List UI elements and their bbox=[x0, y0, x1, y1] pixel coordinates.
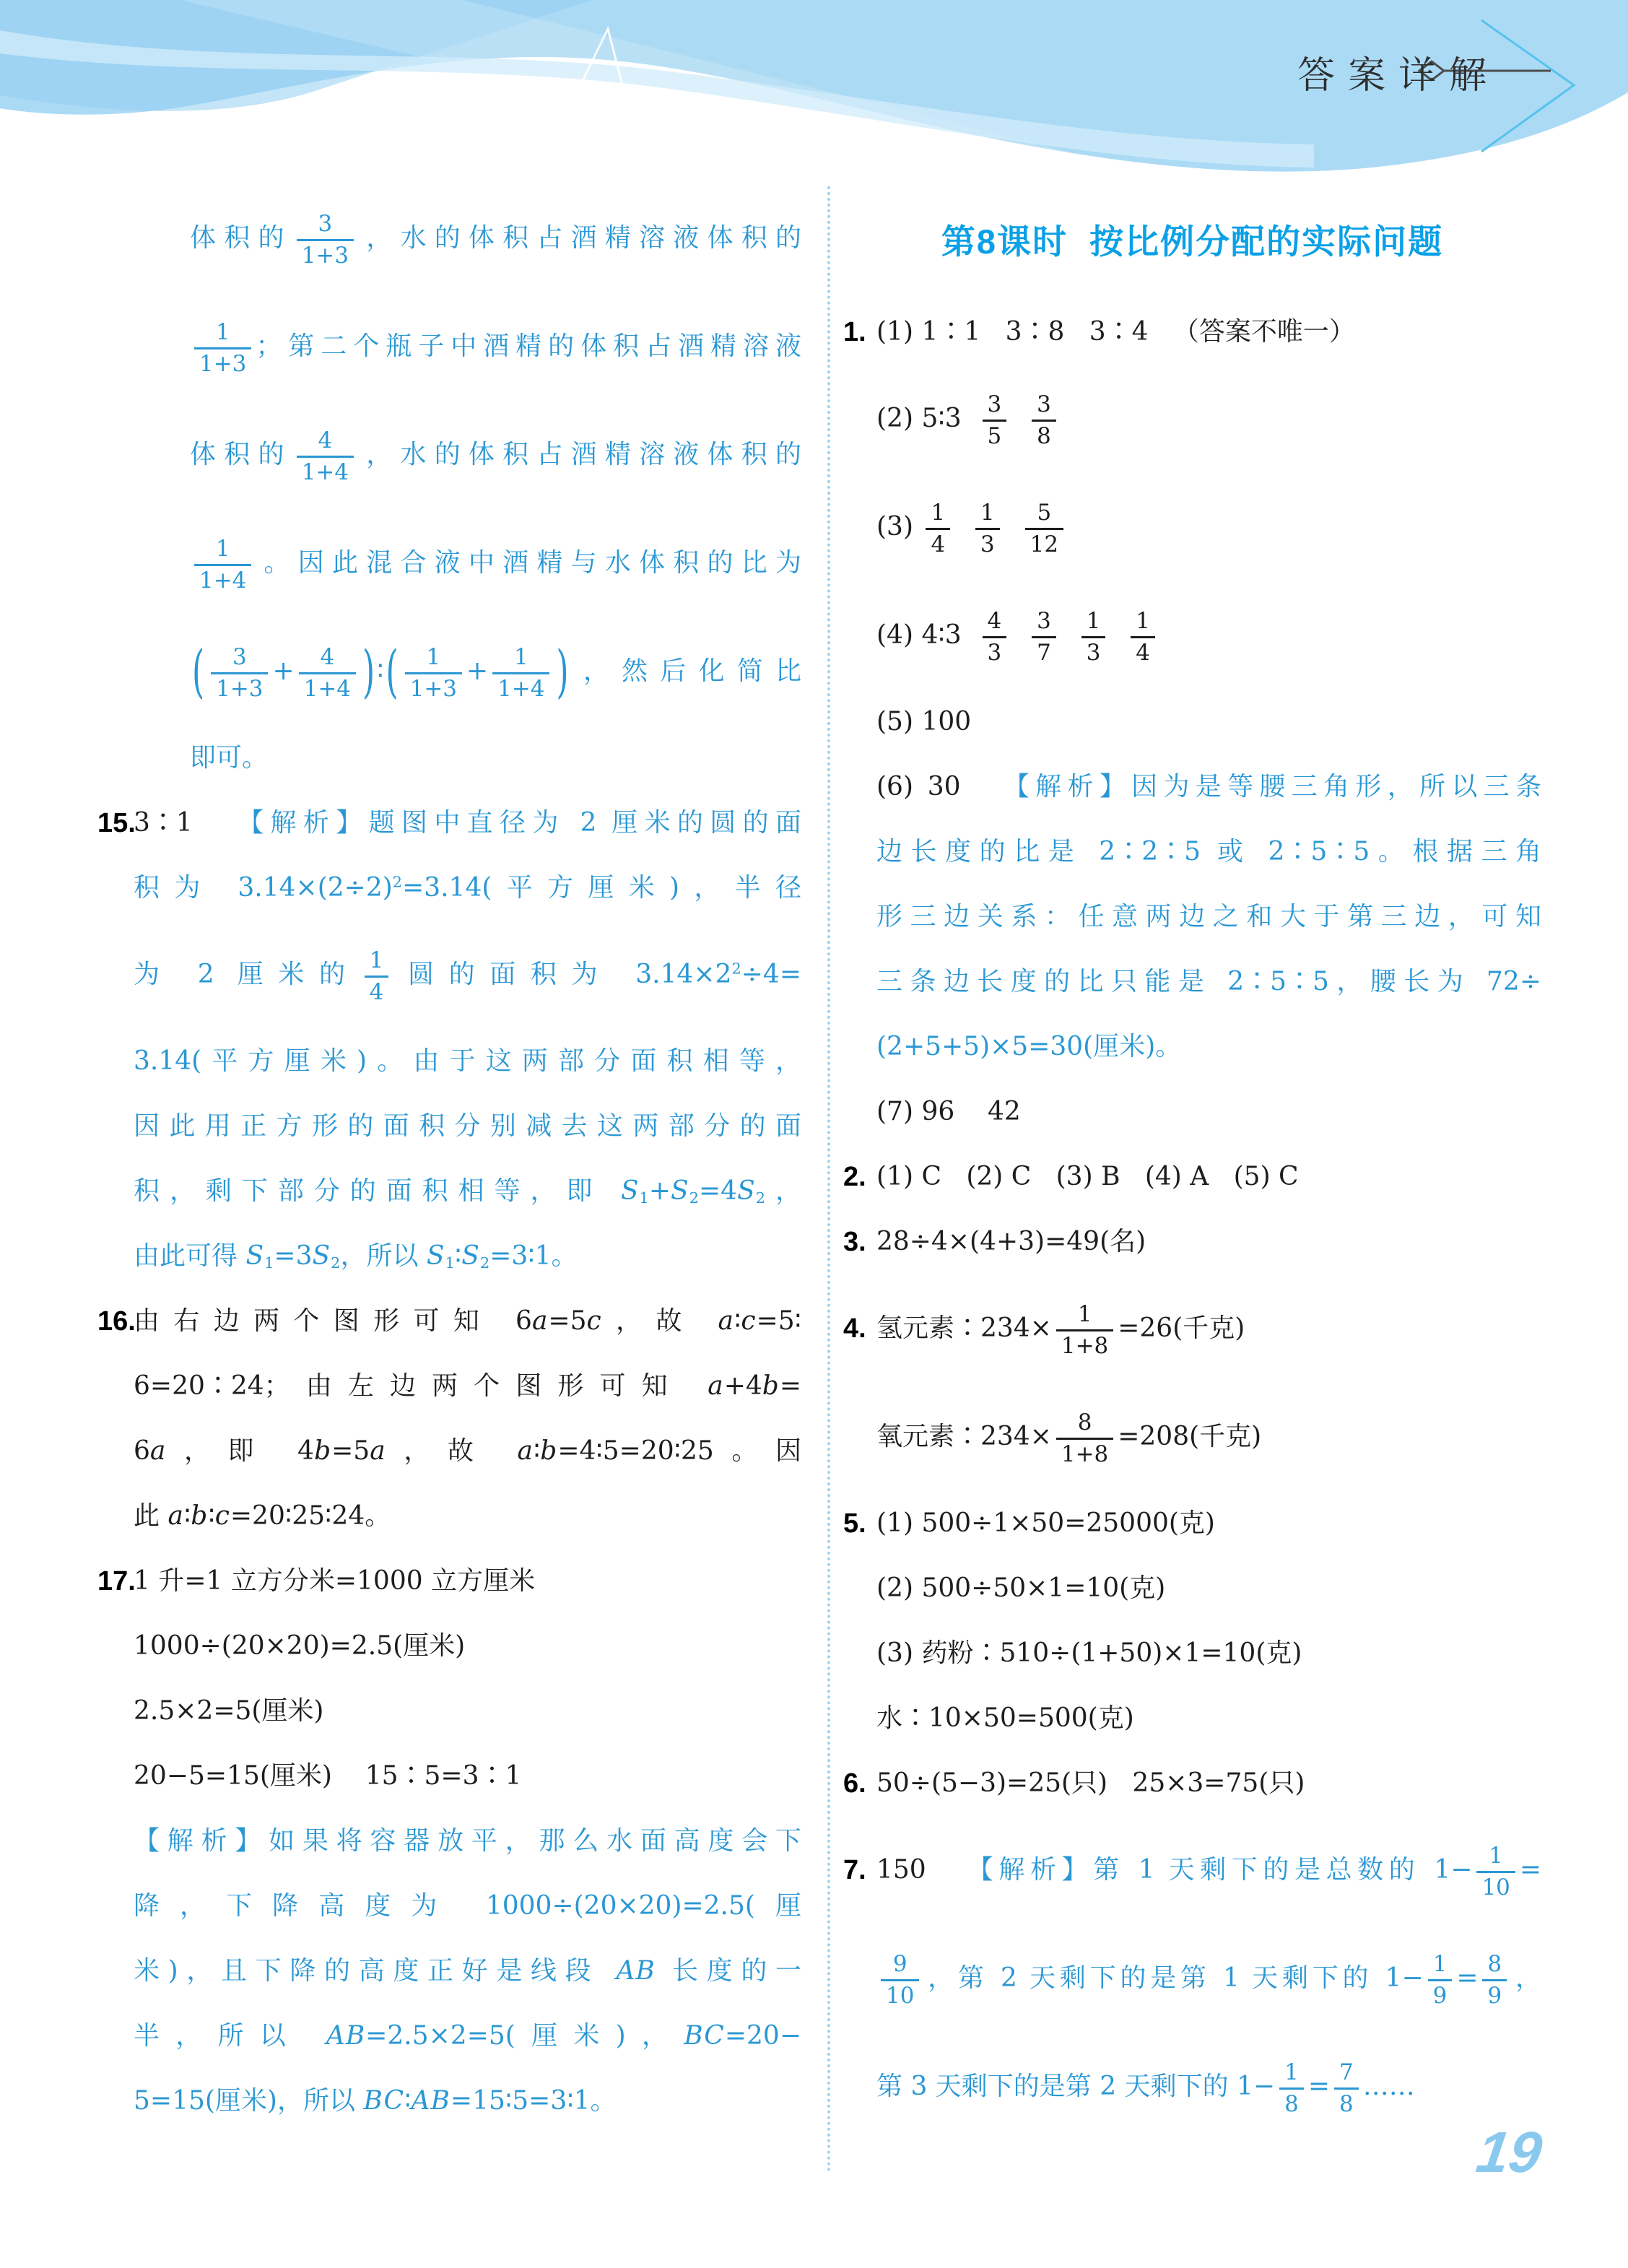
text-line bbox=[97, 1354, 801, 1419]
fraction-denominator: 1+3 bbox=[405, 672, 462, 703]
text-run bbox=[1061, 620, 1077, 650]
fraction-denominator: 10 bbox=[881, 1979, 919, 2010]
fraction-numerator: 1 bbox=[426, 643, 441, 670]
text-run: 积，剩下部分的面积相等，即 bbox=[134, 1176, 621, 1206]
math-variable: S bbox=[461, 1241, 480, 1271]
text-line bbox=[97, 2069, 801, 2134]
text-run: 体积的 bbox=[190, 440, 292, 469]
fraction-numerator: 1 bbox=[215, 318, 230, 345]
fraction-numerator: 1 bbox=[513, 643, 528, 670]
fraction bbox=[1482, 1950, 1507, 2010]
fraction-denominator: 3 bbox=[983, 636, 1007, 667]
math-variable: AB bbox=[616, 1956, 656, 1986]
fraction-numerator: 1 bbox=[931, 499, 946, 526]
text-line bbox=[843, 1621, 1541, 1686]
fraction-numerator: 3 bbox=[1037, 391, 1051, 417]
text-line bbox=[843, 755, 1541, 820]
text-line bbox=[97, 1094, 801, 1159]
text-run: =15∶5=3∶1。 bbox=[450, 2086, 617, 2116]
fraction-numerator: 4 bbox=[320, 643, 335, 670]
text-line bbox=[97, 921, 801, 1029]
fraction-denominator: 1+8 bbox=[1056, 1329, 1113, 1360]
text-run bbox=[1011, 620, 1027, 650]
text-line bbox=[843, 1274, 1541, 1383]
fraction bbox=[365, 947, 389, 1006]
fraction bbox=[983, 607, 1007, 666]
fraction-numerator: 3 bbox=[1037, 607, 1051, 634]
superscript: 2 bbox=[392, 873, 403, 891]
fraction-numerator: 3 bbox=[318, 210, 333, 237]
text-line bbox=[97, 184, 801, 292]
text-run: =208(千克) bbox=[1118, 1422, 1262, 1451]
fraction bbox=[983, 391, 1007, 450]
fraction bbox=[297, 427, 354, 486]
fraction-denominator: 9 bbox=[1482, 1979, 1507, 2010]
fraction-denominator: 5 bbox=[983, 420, 1007, 451]
text-line bbox=[843, 1924, 1541, 2033]
fraction-denominator: 8 bbox=[1334, 2087, 1359, 2119]
text-line bbox=[843, 820, 1541, 885]
fraction-denominator: 1+3 bbox=[194, 347, 251, 378]
subscript: 1 bbox=[445, 1254, 455, 1272]
text-run: 6 bbox=[134, 1436, 150, 1466]
text-line bbox=[97, 1224, 801, 1289]
text-run: ， bbox=[1511, 1963, 1541, 1993]
math-variable: c bbox=[586, 1306, 602, 1336]
text-run: =5 bbox=[548, 1306, 587, 1336]
fraction-denominator: 1+4 bbox=[194, 564, 251, 595]
text-run: ∶ bbox=[454, 1241, 462, 1271]
text-run: = bbox=[1519, 1855, 1541, 1885]
fraction-numerator: 1 bbox=[1284, 2059, 1299, 2085]
text-run: 28÷4×(4+3)=49(名) bbox=[876, 1227, 1146, 1256]
text-run: (1) 500÷1×50=25000(克) bbox=[876, 1508, 1215, 1538]
text-run: 150 bbox=[876, 1855, 967, 1885]
text-line bbox=[843, 300, 1541, 365]
text-run: (2+5+5)×5=30(厘米)。 bbox=[876, 1032, 1182, 1061]
fraction-denominator: 8 bbox=[1032, 420, 1056, 451]
text-run bbox=[1004, 512, 1021, 542]
math-variable: a bbox=[718, 1306, 735, 1336]
text-run: 6=20∶24；由左边两个图形可知 bbox=[134, 1371, 708, 1401]
text-run: + bbox=[466, 656, 489, 686]
text-line bbox=[843, 1686, 1541, 1751]
fraction-numerator: 8 bbox=[1077, 1409, 1092, 1435]
text-run: 氧元素∶234× bbox=[876, 1422, 1052, 1451]
text-run: (2) 500÷50×1=10(克) bbox=[876, 1573, 1166, 1603]
subscript: 2 bbox=[689, 1189, 699, 1207]
math-variable: b bbox=[314, 1436, 332, 1466]
math-variable: b bbox=[762, 1371, 780, 1401]
text-line bbox=[97, 401, 801, 509]
lesson-section-title: 第8课时 按比例分配的实际问题 bbox=[941, 222, 1444, 261]
fraction bbox=[926, 499, 950, 558]
text-run: =3 bbox=[274, 1241, 313, 1271]
fraction-denominator: 1+8 bbox=[1056, 1438, 1113, 1469]
text-run: ∶ bbox=[533, 1436, 541, 1466]
superscript: 2 bbox=[731, 960, 741, 978]
text-line bbox=[97, 1419, 801, 1484]
text-line bbox=[97, 1874, 801, 1939]
math-variable: a bbox=[708, 1371, 724, 1401]
fraction-denominator: 1+4 bbox=[492, 672, 549, 703]
fraction-numerator: 1 bbox=[369, 947, 384, 973]
fraction-numerator: 1 bbox=[215, 535, 230, 562]
text-run: 此 bbox=[134, 1501, 168, 1531]
fraction bbox=[1032, 607, 1056, 666]
text-run: ∶ bbox=[404, 2086, 412, 2116]
math-variable: S bbox=[671, 1176, 689, 1206]
page-header-title: 答案详解 bbox=[1297, 55, 1499, 97]
item-number: 2. bbox=[843, 1162, 866, 1192]
fraction-denominator: 12 bbox=[1025, 528, 1063, 559]
text-line bbox=[843, 885, 1541, 950]
text-line bbox=[843, 690, 1541, 755]
text-run: + bbox=[648, 1176, 671, 1206]
text-run: (3) bbox=[876, 512, 922, 542]
item-number: 4. bbox=[843, 1313, 866, 1344]
text-run bbox=[1011, 404, 1027, 433]
fraction bbox=[492, 643, 549, 703]
text-run: =3∶1。 bbox=[489, 1241, 578, 1271]
math-variable: a bbox=[517, 1436, 534, 1466]
fraction bbox=[1334, 2059, 1359, 2118]
text-run: ，然后化简比 bbox=[570, 656, 801, 686]
math-variable: BC bbox=[684, 2021, 725, 2051]
fraction-numerator: 1 bbox=[1432, 1950, 1448, 1977]
text-run: 积为 3.14×(2÷2) bbox=[134, 873, 393, 903]
text-run: =3.14(平方厘米)，半径 bbox=[402, 873, 801, 903]
text-run: 边长度的比是 2∶2∶5 或 2∶5∶5。根据三角 bbox=[876, 837, 1541, 866]
fraction-denominator: 1+4 bbox=[299, 672, 356, 703]
text-run bbox=[954, 512, 971, 542]
subscript: 2 bbox=[755, 1189, 766, 1207]
fraction-numerator: 4 bbox=[318, 427, 333, 453]
text-run: =5∶ bbox=[756, 1306, 801, 1336]
text-run: ，即 4 bbox=[166, 1436, 315, 1466]
fraction bbox=[405, 643, 462, 703]
text-run: 水∶10×50=500(克) bbox=[876, 1703, 1134, 1733]
item-number: 7. bbox=[843, 1855, 866, 1885]
text-run: 因此用正方形的面积分别减去这两部分的面 bbox=[134, 1111, 801, 1141]
item-number: 5. bbox=[843, 1508, 866, 1539]
text-run: ，故 bbox=[601, 1306, 718, 1336]
text-line bbox=[97, 1939, 801, 2004]
fraction bbox=[211, 643, 268, 703]
fraction-denominator: 1+4 bbox=[297, 456, 354, 487]
text-run: 5=15(厘米)，所以 bbox=[134, 2086, 364, 2116]
text-run: 【解析】题图中直径为 2 厘米的圆的面 bbox=[238, 808, 801, 838]
text-line bbox=[843, 1751, 1541, 1816]
column-right-lines bbox=[843, 300, 1541, 2141]
text-line bbox=[843, 1556, 1541, 1621]
fraction-numerator: 7 bbox=[1338, 2059, 1354, 2085]
text-run: ∶ bbox=[183, 1501, 191, 1531]
fraction bbox=[1428, 1950, 1453, 2010]
subscript: 2 bbox=[479, 1254, 490, 1272]
text-line bbox=[843, 473, 1541, 581]
math-variable: S bbox=[245, 1241, 265, 1271]
subscript: 2 bbox=[331, 1254, 341, 1272]
math-variable: a bbox=[531, 1306, 549, 1336]
text-run: (3) 药粉∶510÷(1+50)×1=10(克) bbox=[876, 1638, 1302, 1668]
fraction-numerator: 5 bbox=[1037, 499, 1052, 526]
text-run: ，水的体积占酒精溶液体积的 bbox=[358, 440, 801, 469]
text-run: 三条边长度的比只能是 2∶5∶5，腰长为 72÷ bbox=[876, 967, 1541, 996]
text-line bbox=[843, 1144, 1541, 1209]
text-line bbox=[97, 856, 801, 921]
fraction-numerator: 4 bbox=[987, 607, 1002, 634]
text-run: (2) 5∶3 bbox=[876, 404, 978, 433]
fraction-numerator: 8 bbox=[1487, 1950, 1502, 1977]
text-run: (5) 100 bbox=[876, 707, 972, 737]
text-line bbox=[97, 1484, 801, 1549]
fraction bbox=[1025, 499, 1063, 558]
fraction bbox=[1056, 1300, 1113, 1360]
text-run: =2.5×2=5(厘米)， bbox=[365, 2021, 684, 2051]
text-run: = bbox=[1456, 1963, 1479, 1993]
fraction-denominator: 4 bbox=[365, 976, 389, 1007]
text-run: 第 3 天剩下的是第 2 天剩下的 1− bbox=[876, 2072, 1276, 2101]
text-run: ，水的体积占酒精溶液体积的 bbox=[358, 223, 801, 253]
text-run: = bbox=[779, 1371, 801, 1401]
math-variable: a bbox=[167, 1501, 184, 1531]
text-run: 1000÷(20×20)=2.5(厘米) bbox=[134, 1631, 466, 1661]
text-run: 【解析】第 1 天剩下的是总数的 1− bbox=[967, 1855, 1473, 1885]
text-run: 【解析】因为是等腰三角形，所以三条 bbox=[1003, 772, 1541, 801]
fraction bbox=[1081, 607, 1106, 666]
math-variable: a bbox=[149, 1436, 167, 1466]
text-run: =5 bbox=[331, 1436, 370, 1466]
fraction bbox=[1056, 1409, 1113, 1468]
item-number: 17. bbox=[97, 1566, 136, 1596]
fraction bbox=[1131, 607, 1155, 666]
subscript: 1 bbox=[639, 1189, 649, 1207]
text-run: ∶ bbox=[734, 1306, 741, 1336]
fraction-numerator: 9 bbox=[892, 1950, 907, 1977]
fraction-denominator: 1+3 bbox=[211, 672, 268, 703]
math-variable: b bbox=[191, 1501, 209, 1531]
page-number: 19 bbox=[1472, 2120, 1546, 2184]
math-variable: AB bbox=[411, 2086, 450, 2116]
text-line bbox=[843, 2033, 1541, 2141]
subscript: 1 bbox=[264, 1254, 274, 1272]
text-run: (6) 30 bbox=[876, 772, 1004, 801]
text-run: =20∶25∶24。 bbox=[230, 1501, 391, 1531]
text-line bbox=[97, 1809, 801, 1874]
fraction-denominator: 8 bbox=[1279, 2087, 1304, 2119]
text-run bbox=[1110, 620, 1126, 650]
fraction-numerator: 3 bbox=[232, 643, 247, 670]
text-run: 3∶1 bbox=[134, 808, 238, 838]
fraction-numerator: 1 bbox=[1086, 607, 1101, 634]
fraction bbox=[297, 210, 354, 269]
text-run: 圆的面积为 3.14×2 bbox=[393, 960, 732, 989]
text-line bbox=[97, 1289, 801, 1354]
text-line bbox=[97, 1744, 801, 1809]
text-line bbox=[97, 1614, 801, 1679]
text-run: =26(千克) bbox=[1118, 1313, 1245, 1343]
text-run: 半，所以 bbox=[134, 2021, 326, 2051]
fraction bbox=[299, 643, 356, 703]
item-number: 1. bbox=[843, 317, 866, 347]
fraction-denominator: 4 bbox=[926, 528, 950, 559]
text-run: 米)，且下降的高度正好是线段 bbox=[134, 1956, 617, 1986]
text-run: 氢元素∶234× bbox=[876, 1313, 1052, 1343]
text-run: =4∶5=20∶25。因 bbox=[557, 1436, 801, 1466]
text-line bbox=[97, 2004, 801, 2069]
text-run: 50÷(5−3)=25(只) 25×3=75(只) bbox=[876, 1768, 1305, 1798]
text-line bbox=[97, 1029, 801, 1094]
text-run: …… bbox=[1362, 2072, 1415, 2101]
fraction-numerator: 1 bbox=[1136, 607, 1150, 634]
math-variable: BC bbox=[363, 2086, 405, 2116]
text-run: =4 bbox=[698, 1176, 738, 1206]
math-variable: AB bbox=[326, 2021, 366, 2051]
math-variable: c bbox=[741, 1306, 757, 1336]
text-run: (7) 96 42 bbox=[876, 1097, 1021, 1126]
text-run: 形三边关系：任意两边之和大于第三边，可知 bbox=[876, 902, 1541, 931]
text-line bbox=[97, 1679, 801, 1744]
item-number: 15. bbox=[97, 808, 136, 838]
math-variable: S bbox=[620, 1176, 640, 1206]
text-line bbox=[97, 791, 801, 856]
text-line bbox=[843, 1491, 1541, 1556]
text-line bbox=[843, 581, 1541, 690]
fraction-denominator: 9 bbox=[1428, 1979, 1453, 2010]
fraction bbox=[1476, 1842, 1515, 1901]
text-run: 20−5=15(厘米) 15∶5=3∶1 bbox=[134, 1761, 522, 1791]
text-run: 为 2 厘米的 bbox=[134, 960, 360, 989]
text-line bbox=[843, 1816, 1541, 1924]
text-run: 体积的 bbox=[190, 223, 292, 253]
text-line bbox=[97, 509, 801, 617]
fraction bbox=[975, 499, 1000, 558]
item-number: 3. bbox=[843, 1227, 866, 1257]
math-variable: b bbox=[540, 1436, 558, 1466]
text-line bbox=[97, 1159, 801, 1224]
text-run: 1 升=1 立方分米=1000 立方厘米 bbox=[134, 1566, 536, 1596]
text-run: 3.14(平方厘米)。由于这两部分面积相等， bbox=[134, 1046, 801, 1076]
text-line bbox=[843, 1079, 1541, 1144]
text-run: ∶ bbox=[208, 1501, 215, 1531]
fraction-numerator: 1 bbox=[1489, 1842, 1503, 1869]
text-line bbox=[843, 365, 1541, 473]
text-line bbox=[843, 1383, 1541, 1491]
fraction bbox=[881, 1950, 919, 2010]
item-number: 16. bbox=[97, 1306, 136, 1337]
text-run: (4) 4∶3 bbox=[876, 620, 978, 650]
fraction bbox=[194, 318, 251, 378]
fraction-denominator: 3 bbox=[975, 528, 1000, 559]
text-run: 。因此混合液中酒精与水体积的比为 bbox=[256, 548, 801, 578]
column-divider bbox=[827, 186, 830, 2173]
fraction-numerator: 1 bbox=[1077, 1300, 1092, 1327]
math-variable: c bbox=[214, 1501, 230, 1531]
text-run: = bbox=[1307, 2072, 1330, 2101]
text-line bbox=[97, 292, 801, 401]
fraction-denominator: 1+3 bbox=[297, 239, 354, 270]
fraction-numerator: 1 bbox=[980, 499, 995, 526]
text-run: =20− bbox=[724, 2021, 801, 2051]
fraction-denominator: 4 bbox=[1131, 636, 1155, 667]
math-variable: S bbox=[312, 1241, 331, 1271]
text-run: ，所以 bbox=[340, 1241, 427, 1271]
text-run: ，故 bbox=[386, 1436, 518, 1466]
text-line bbox=[843, 1209, 1541, 1274]
text-run: 即可。 bbox=[190, 743, 269, 773]
fraction bbox=[194, 535, 251, 594]
math-variable: S bbox=[737, 1176, 756, 1206]
fraction-numerator: 3 bbox=[987, 391, 1002, 417]
fraction-denominator: 10 bbox=[1476, 1871, 1515, 1902]
text-run: ， bbox=[765, 1176, 801, 1206]
column-right bbox=[843, 184, 1541, 2141]
text-run: 由此可得 bbox=[134, 1241, 246, 1271]
text-run: 由右边两个图形可知 6 bbox=[134, 1306, 532, 1336]
text-run: 降，下降高度为 1000÷(20×20)=2.5(厘 bbox=[134, 1891, 801, 1921]
fraction-denominator: 7 bbox=[1032, 636, 1056, 667]
math-variable: a bbox=[370, 1436, 386, 1466]
fraction bbox=[1279, 2059, 1304, 2118]
text-run: +4 bbox=[723, 1371, 762, 1401]
text-line bbox=[97, 726, 801, 791]
text-run: 2.5×2=5(厘米) bbox=[134, 1696, 324, 1726]
text-run: ÷4= bbox=[741, 960, 801, 989]
text-line bbox=[843, 950, 1541, 1014]
text-run: ；第二个瓶子中酒精的体积占酒精溶液 bbox=[256, 331, 801, 361]
text-run: ，第 2 天剩下的是第 1 天剩下的 1− bbox=[923, 1963, 1424, 1993]
text-run: (1) 1∶1 3∶8 3∶4 （答案不唯一） bbox=[876, 317, 1355, 347]
text-line: ( $\frac{3}{1+3}$ + $\frac{4}{1+4}$ )∶( $\frac{1}{1+3}$ + $\frac{1}{1+4}$ )，然后化简比 bbox=[192, 639, 801, 705]
column-left bbox=[97, 184, 801, 2134]
fraction bbox=[1032, 391, 1056, 450]
math-variable: S bbox=[426, 1241, 445, 1271]
fraction-denominator: 3 bbox=[1081, 636, 1106, 667]
text-run: ∶ bbox=[377, 656, 384, 686]
text-line bbox=[843, 1014, 1541, 1079]
text-line bbox=[97, 1549, 801, 1614]
text-run: 长度的一 bbox=[655, 1956, 801, 1986]
item-number: 6. bbox=[843, 1768, 866, 1799]
text-run: + bbox=[272, 656, 295, 686]
text-run: 【解析】如果将容器放平，那么水面高度会下 bbox=[134, 1826, 801, 1856]
text-run: (1) C (2) C (3) B (4) A (5) C bbox=[876, 1162, 1299, 1191]
